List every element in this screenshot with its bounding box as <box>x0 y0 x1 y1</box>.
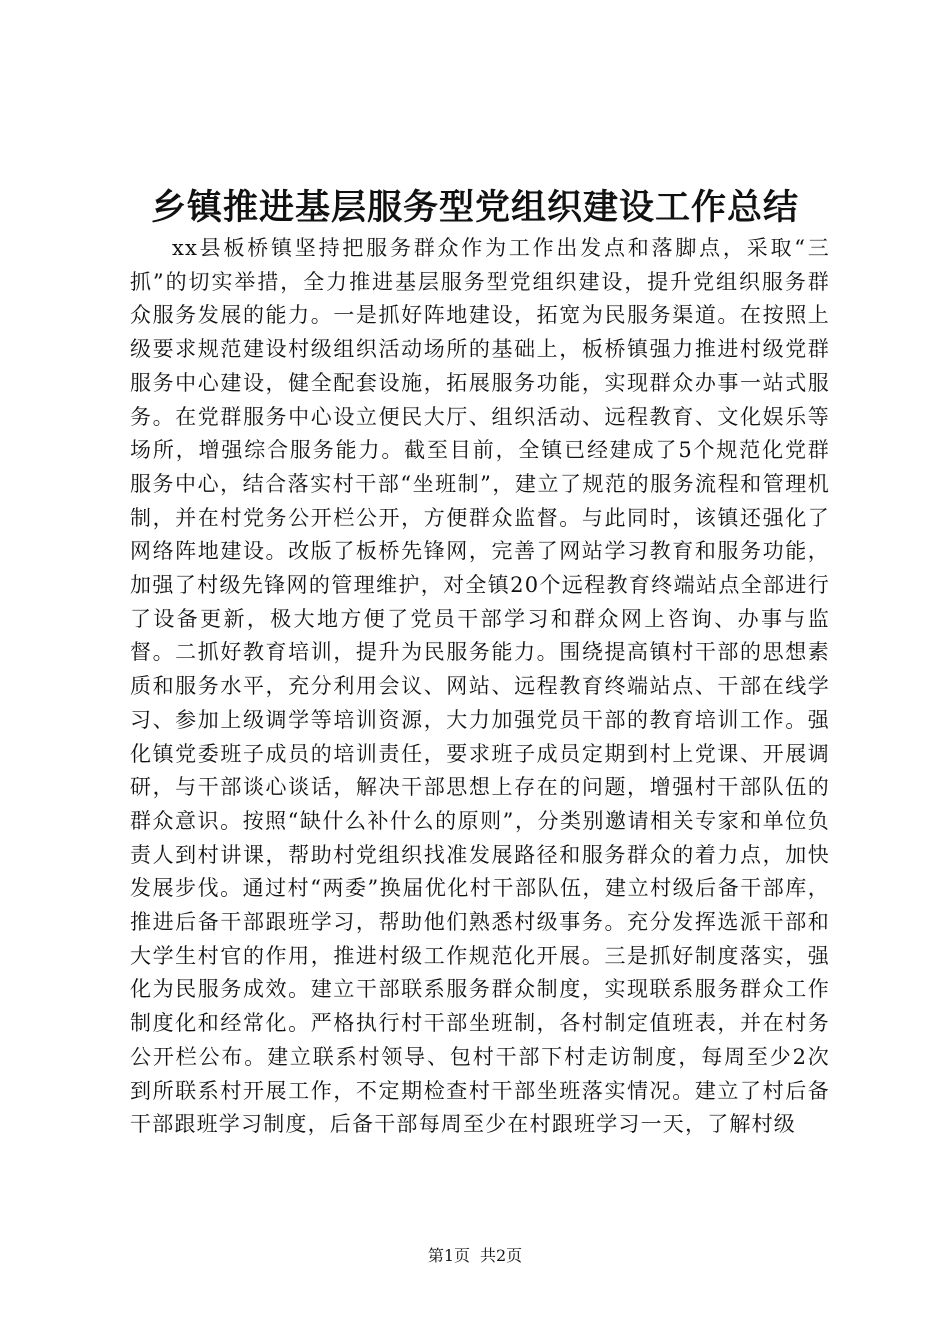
page-total: 共2页 <box>480 1246 523 1265</box>
body-paragraph: xx县板桥镇坚持把服务群众作为工作出发点和落脚点，采取“三抓”的切实举措，全力推进基层服务型党组织建设，提升党组织服务群众服务发展的能力。一是抓好阵地建设，拓宽为民服务渠道。在按照上级要求规范建设村级组织活动场所的基础上，板桥镇强力推进村级党群服务中心建设，健全配套设施，拓展服务功能，实现群众办事一站式服务。在党群服务中心设立便民大厅、组织活动、远程教育、文化娱乐等场所，增强综合服务能力。截至目前，全镇已经建成了5个规范化党群服务中心，结合落实村干部“坐班制”，建立了规范的服务流程和管理机制，并在村党务公开栏公开，方便群众监督。与此同时，该镇还强化了网络阵地建设。改版了板桥先锋网，完善了网站学习教育和服务功能，加强了村级先锋网的管理维护，对全镇20个远程教育终端站点全部进行了设备更新，极大地方便了党员干部学习和群众网上咨询、办事与监督。二抓好教育培训，提升为民服务能力。围绕提高镇村干部的思想素质和服务水平，充分利用会议、网站、远程教育终端站点、干部在线学习、参加上级调学等培训资源，大力加强党员干部的教育培训工作。强化镇党委班子成员的培训责任，要求班子成员定期到村上党课、开展调研，与干部谈心谈话，解决干部思想上存在的问题，增强村干部队伍的群众意识。按照“缺什么补什么的原则”，分类别邀请相关专家和单位负责人到村讲课，帮助村党组织找准发展路径和服务群众的着力点，加快发展步伐。通过村“两委”换届优化村干部队伍，建立村级后备干部库，推进后备干部跟班学习，帮助他们熟悉村级事务。充分发挥选派干部和大学生村官的作用，推进村级工作规范化开展。三是抓好制度落实，强化为民服务成效。建立干部联系服务群众制度，实现联系服务群众工作制度化和经常化。严格执行村干部坐班制，各村制定值班表，并在村务公开栏公布。建立联系村领导、包村干部下村走访制度，每周至少2次到所联系村开展工作，不定期检查村干部坐班落实情况。建立了村后备干部跟班学习制度，后备干部每周至少在村跟班学习一天，了解村级 <box>130 236 830 1137</box>
page-number: 第1页 <box>427 1246 470 1265</box>
document-title: 乡镇推进基层服务型党组织建设工作总结 <box>150 187 799 228</box>
page-footer <box>0 1244 950 1268</box>
